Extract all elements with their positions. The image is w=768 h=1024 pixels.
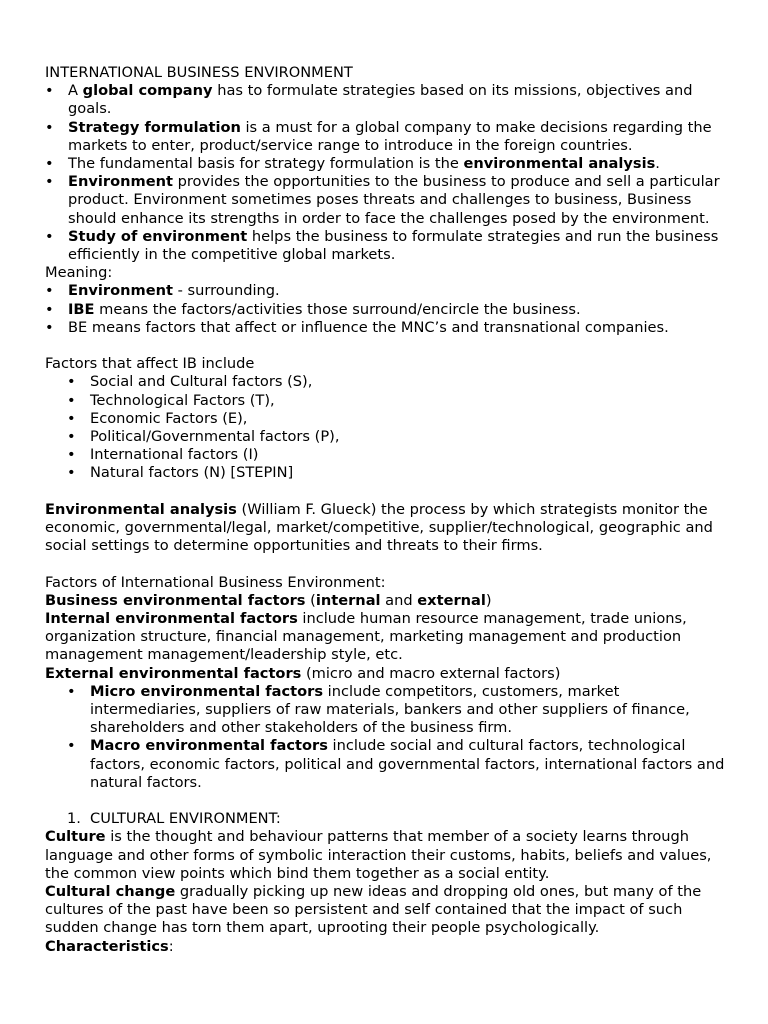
list-item: • IBE means the factors/activities those surround/encircle the business.: [45, 301, 728, 319]
spacer: [45, 792, 728, 810]
list-item: • Macro environmental factors include social and cultural factors, technological factors, economic factors, political and governmental factors, international factors and natural factors.: [45, 737, 728, 792]
factors-list: [45, 373, 728, 482]
external-factors-line: External environmental factors (micro and macro external factors): [45, 664, 561, 682]
document-title: INTERNATIONAL BUSINESS ENVIRONMENT: [45, 64, 353, 81]
list-item: • Strategy formulation is a must for a global company to make decisions regarding the markets to enter, product/service range to introduce in the foreign countries.: [45, 119, 728, 155]
factors-intro: Factors that affect IB include: [45, 355, 255, 373]
internal-factors-paragraph: Internal environmental factors include human resource management, trade unions, organization structure, financial management, marketing management and production management management/leadership style, etc.: [45, 610, 687, 664]
list-item: • International factors (I): [45, 446, 728, 464]
intro-bullet-list: [45, 82, 728, 264]
cultural-change-paragraph: Cultural change gradually picking up new ideas and dropping old ones, but many of the cultures of the past have been so persistent and self contained that the impact of such sudden change has torn them apart, uprooting their people psychologically.: [45, 883, 702, 937]
spacer: [45, 555, 728, 573]
spacer: [45, 483, 728, 501]
list-item: • Environment - surrounding.: [45, 282, 728, 300]
factors-ibe-heading: Factors of International Business Environment:: [45, 573, 386, 591]
list-item: • Social and Cultural factors (S),: [45, 373, 728, 391]
list-item: • Environment provides the opportunities to the business to produce and sell a particular product. Environment sometimes poses threats and challenges to business, Business should enhance its strengths in order to face the challenges posed by the environment.: [45, 173, 728, 228]
list-item: • Economic Factors (E),: [45, 410, 728, 428]
meaning-label: Meaning:: [45, 264, 113, 282]
section-number: 1.: [67, 810, 81, 828]
list-item: • The fundamental basis for strategy formulation is the environmental analysis.: [45, 155, 728, 173]
list-item: • Micro environmental factors include competitors, customers, market intermediaries, suppliers of raw materials, bankers and other suppliers of finance, shareholders and other stakeholders of the business firm.: [45, 683, 728, 738]
numbered-section-list: [45, 810, 728, 828]
environmental-analysis-paragraph: Environmental analysis (William F. Glueck) the process by which strategists monitor the economic, governmental/legal, market/competitive, supplier/technological, geographic and social settings to determine opportunities and threats to their firms.: [45, 500, 713, 555]
list-item: • Natural factors (N) [STEPIN]: [45, 464, 728, 482]
characteristics-label: Characteristics:: [45, 937, 174, 955]
list-item: • A global company has to formulate strategies based on its missions, objectives and goals.: [45, 82, 728, 118]
culture-paragraph: Culture is the thought and behaviour patterns that member of a society learns through language and other forms of symbolic interaction their customs, habits, beliefs and values, the common view points which bind them together as a social entity.: [45, 828, 712, 882]
external-factors-list: [45, 683, 728, 792]
spacer: [45, 337, 728, 355]
list-item: • Technological Factors (T),: [45, 392, 728, 410]
list-item: • BE means factors that affect or influence the MNC’s and transnational companies.: [45, 319, 728, 337]
cultural-environment-heading: 1. CULTURAL ENVIRONMENT:: [67, 810, 281, 828]
business-environmental-factors-line: Business environmental factors (internal and external): [45, 591, 492, 609]
list-item: • Political/Governmental factors (P),: [45, 428, 728, 446]
meaning-bullet-list: [45, 282, 728, 337]
list-item: • Study of environment helps the business to formulate strategies and run the business efficiently in the competitive global markets.: [45, 228, 728, 264]
